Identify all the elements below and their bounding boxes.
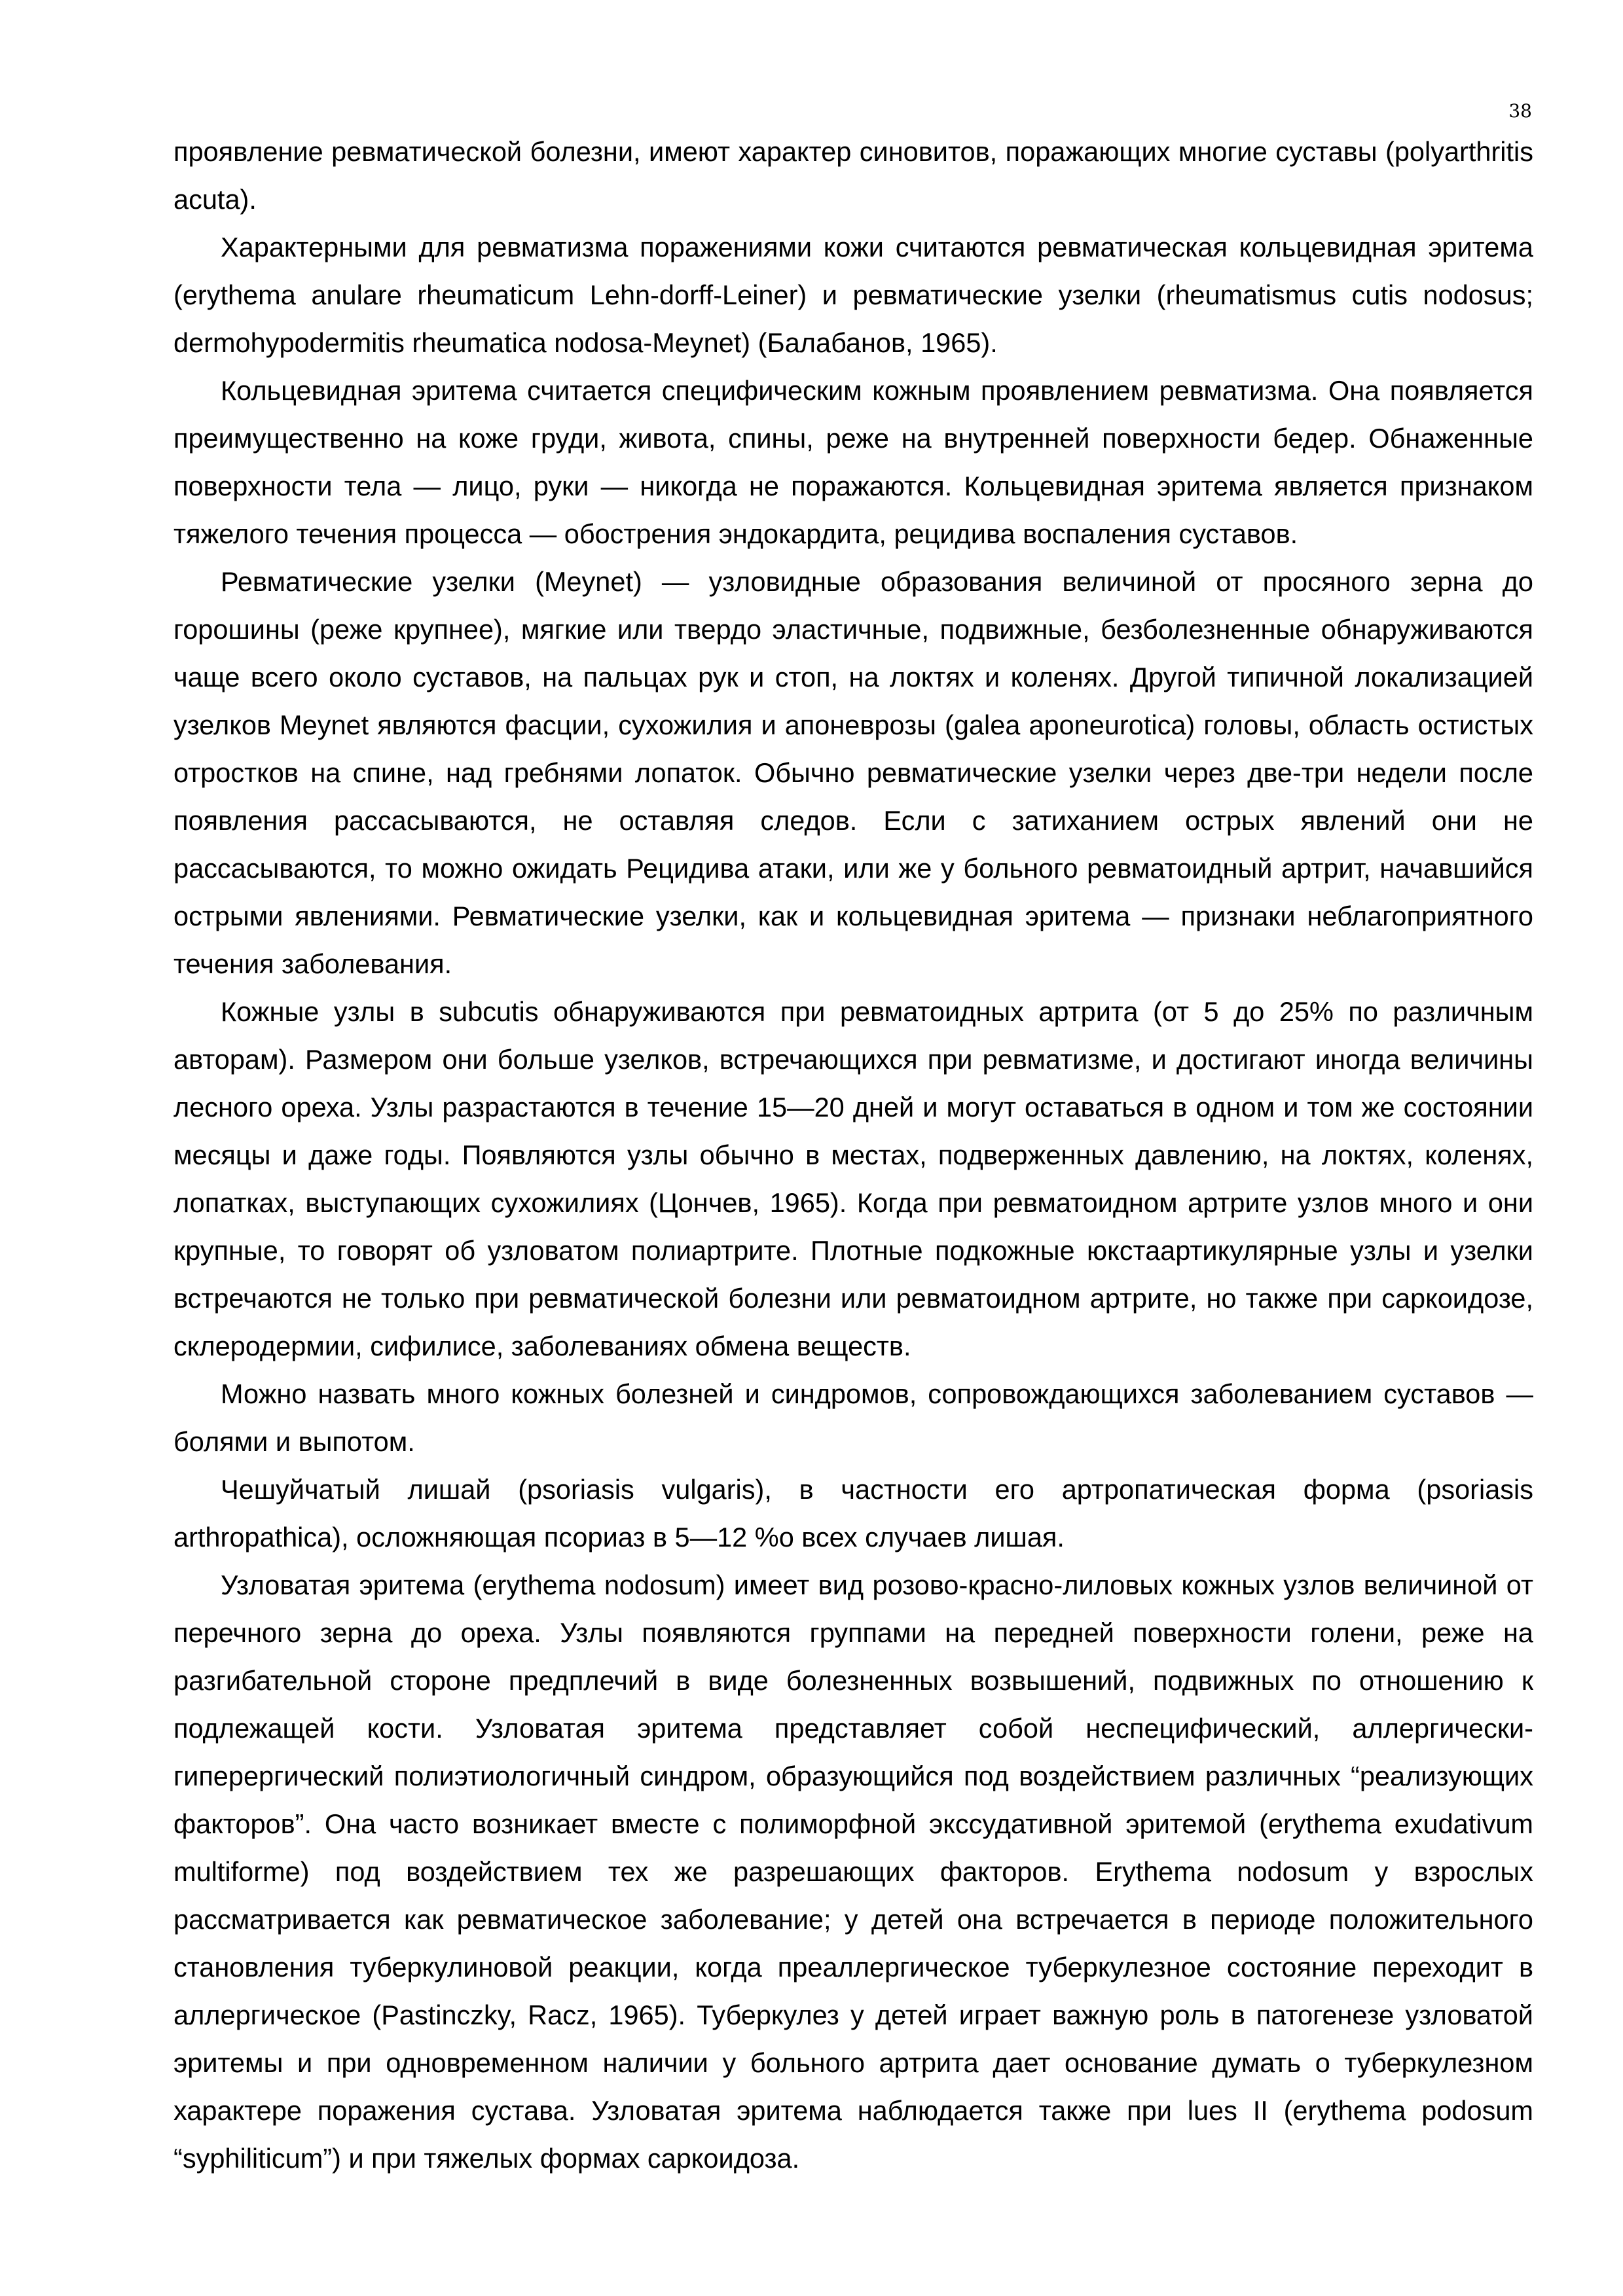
paragraph-annular-erythema: Кольцевидная эритема считается специфическим кожным проявлением ревматизма. Она появляется преимущественно на коже груди, живота, спины, реже на внутренней поверхности бедер. Обнаженные поверхности тела — лицо, руки — никогда не поражаются. Кольцевидная эритема является признаком тяжелого течения процесса — обострения эндокардита, рецидива воспаления суставов. (173, 375, 1533, 549)
paragraph-skin-lesions: Характерными для ревматизма поражениями кожи считаются ревматическая кольцевидная эритема (erythema anulare rheumaticum Lehn-dorff-Leiner) и ревматические узелки (rheumatismus cutis nodosus; dermohypodermitis rheumatica nodosa-Meynet) (Балабанов, 1965). (173, 232, 1533, 358)
page-number: 38 (1508, 100, 1532, 122)
body-text (173, 128, 1533, 2182)
paragraph-skin-nodes: Кожные узлы в subcutis обнаруживаются при ревматоидных артрита (от 5 до 25% по различным авторам). Размером они больше узелков, встречающихся при ревматизме, и достигают иногда величины лесного ореха. Узлы разрастаются в течение 15—20 дней и могут оставаться в одном и том же состоянии месяцы и даже годы. Появляются узлы обычно в местах, подверженных давлению, на локтях, коленях, лопатках, выступающих сухожилиях (Цончев, 1965). Когда при ревматоидном артрите узлов много и они крупные, то говорят об узловатом полиартрите. Плотные подкожные юкстаартикулярные узлы и узелки встречаются не только при ревматической болезни или ревматоидном артрите, но также при саркоидозе, склеродермии, сифилисе, заболеваниях обмена веществ. (173, 996, 1533, 1361)
paragraph-psoriasis: Чешуйчатый лишай (psoriasis vulgaris), в частности его артропатическая форма (psoriasis arthropathica), осложняющая псориаз в 5—12 %о всех случаев лишая. (173, 1474, 1533, 1552)
paragraph-skin-diseases: Можно назвать много кожных болезней и синдромов, сопровождающихся заболеванием суставов — болями и выпотом. (173, 1378, 1533, 1457)
paragraph-erythema-nodosum: Узловатая эритема (erythema nodosum) имеет вид розово-красно-лиловых кожных узлов величиной от перечного зерна до ореха. Узлы появляются группами на передней поверхности голени, реже на разгибательной стороне предплечий в виде болезненных возвышений, подвижных по отношению к подлежащей кости. Узловатая эритема представляет собой неспецифический, аллергически-гиперергический полиэтиологичный синдром, образующийся под воздействием различных “реализующих факторов”. Она часто возникает вместе с полиморфной экссудативной эритемой (erythema exudativum multiforme) под воздействием тех же разрешающих факторов. Erythema nodosum у взрослых рассматривается как ревматическое заболевание; у детей она встречается в периоде положительного становления туберкулиновой реакции, когда преаллергическое туберкулезное состояние переходит в аллергическое (Pastinczky, Racz, 1965). Туберкулез у детей играет важную роль в патогенезе узловатой эритемы и при одновременном наличии у больного артрита дает основание думать о туберкулезном характере поражения сустава. Узловатая эритема наблюдается также при lues II (erythema podosum “syphiliticum”) и при тяжелых формах саркоидоза. (173, 1570, 1533, 2174)
paragraph-rheumatic-nodules: Ревматические узелки (Meynet) — узловидные образования величиной от просяного зерна до горошины (реже крупнее), мягкие или твердо эластичные, подвижные, безболезненные обнаруживаются чаще всего около суставов, на пальцах рук и стоп, на локтях и коленях. Другой типичной локализацией узелков Meynet являются фасции, сухожилия и апоневрозы (galea aponeurotica) головы, область остистых отростков на спине, над гребнями лопаток. Обычно ревматические узелки через две-три недели после появления рассасываются, не оставляя следов. Если с затиханием острых явлений они не рассасываются, то можно ожидать Рецидива атаки, или же у больного ревматоидный артрит, начавшийся острыми явлениями. Ревматические узелки, как и кольцевидная эритема — признаки неблагоприятного течения заболевания. (173, 566, 1533, 979)
paragraph-continuation: проявление ревматической болезни, имеют характер синовитов, поражающих многие суставы (polyarthritis acuta). (173, 136, 1533, 215)
